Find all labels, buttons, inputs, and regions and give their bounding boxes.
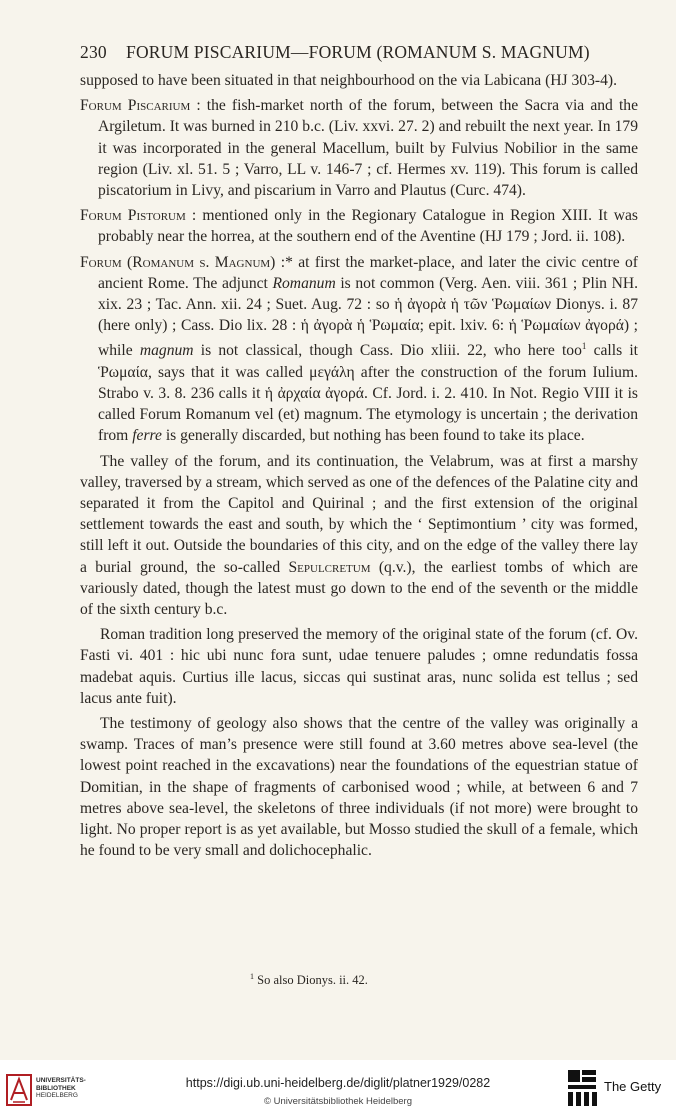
entry-text: is generally discarded, but nothing has been found to take its place. xyxy=(161,427,585,445)
footnote xyxy=(250,972,550,988)
paragraph-text: The valley of the forum, and its continuation, the Velabrum, was at first a marshy valley, traversed by a stream, which served as one of the defences of the Palatine city and separated it from the Capitol and Quirinal ; and the first extension of the original settlement towards the east and south, by which the ‘ Septimontium ’ city was formed, still left it out. Outside the boundaries of this city, and on the edge of the valley there lay a burial ground, the so-called xyxy=(80,452,638,576)
paragraph-geology: The testimony of geology also shows that the centre of the valley was originally a swamp. Traces of man’s presence were still found at 3.60 metres above sea-level (the lowest point reached in the excavations) near the foundations of the equestrian statue of Domitian, in the shape of fragments of carbonised wood ; while, at between 6 and 7 metres above sea-level, the skeletons of three individuals (if not more) were brought to light. No proper report is as yet available, but Mosso studied the skull of a female, which he found to be very small and dolichocephalic. xyxy=(80,715,638,860)
copyright-notice: © Universitätsbibliothek Heidelberg xyxy=(264,1096,412,1107)
entry-forum-romanum xyxy=(80,252,638,447)
italic-term: Romanum xyxy=(272,274,336,292)
page-number: 230 xyxy=(80,42,107,62)
library-line: BIBLIOTHEK xyxy=(36,1084,76,1092)
sponsor-name: The Getty xyxy=(604,1079,662,1094)
paragraph-valley xyxy=(80,451,638,621)
italic-term: ferre xyxy=(132,427,162,445)
cross-reference: Sepulcretum xyxy=(288,558,371,576)
digitization-footer xyxy=(0,1060,676,1119)
entry-heading: Forum Pistorum : xyxy=(80,207,197,225)
entry-text: calls it Ῥωμαία, says that it was called μεγάλη after the construction of the forum Iulium. Strabo v. 3. 8. 236 calls it ἡ ἀρχαία ἀγορά. Cf. Jord. i. 2. 410. In Not. Regio VIII it is called Forum Romanum vel (et) magnum. The etymology is uncertain ; the derivation from xyxy=(98,342,639,445)
entry-text: mentioned only in the Regionary Catalogue in Region XIII. It was probably near the horrea, at the southern end of the Aventine (HJ 179 ; Jord. ii. 108). xyxy=(98,207,638,246)
getty-logo-icon xyxy=(566,1068,600,1115)
library-line: UNIVERSITÄTS- xyxy=(36,1077,86,1084)
footnote-text: So also Dionys. ii. 42. xyxy=(254,973,368,988)
library-line: HEIDELBERG xyxy=(36,1092,78,1099)
entry-forum-pistorum xyxy=(80,205,638,247)
italic-term: magnum xyxy=(139,342,194,360)
entry-heading: Forum (Romanum s. Magnum) :* xyxy=(80,253,293,271)
source-url-link[interactable]: https://digi.ub.uni-heidelberg.de/diglit/platner1929/0282 xyxy=(185,1076,491,1090)
entry-text: at first the market-place, and later the civic centre of ancient Rome. The adjunct xyxy=(98,253,638,292)
body-text xyxy=(80,70,638,866)
paragraph-tradition: Roman tradition long preserved the memory of the original state of the forum (cf. Ov. Fasti vi. 401 : hic ubi nunc fora sunt, udae tenuere paludes ; omne redundatis fossa madebat aquis. Curtius ille lacus, siccas qui sustinat aras, nunc solida est tellus ; sed lacus ante fuit). xyxy=(80,626,638,707)
footnote-mark: 1 xyxy=(250,972,254,981)
footnote-ref: 1 xyxy=(581,341,587,352)
entry-text: the fish-market north of the forum, between the Sacra via and the Argiletum. It was burned in 210 b.c. (Liv. xxvi. 27. 2) and rebuilt the next year. In 179 it was incorporated in the general Macellum, built by Fulvius Nobilior in the same region (Liv. xl. 51. 5 ; Varro, LL v. 146-7 ; cf. Hermes xv. 119). This forum is called piscatorium in Livy, and piscarium in Varro and Plautus (Curc. 474). xyxy=(98,97,638,200)
entry-heading: Forum Piscarium : xyxy=(80,97,201,115)
running-title: FORUM PISCARIUM—FORUM (ROMANUM S. MAGNUM) xyxy=(126,42,590,62)
paragraph-text: (q.v.), the earliest tombs of which are variously dated, though the latest must go down to the end of the seventh or the middle of the sixth century b.c. xyxy=(80,558,638,619)
continued-paragraph: supposed to have been situated in that neighbourhood on the via Labicana (HJ 303-4). xyxy=(80,72,617,89)
entry-text: is not classical, though Cass. Dio xliii. 22, who here too xyxy=(193,342,582,360)
running-header xyxy=(80,42,600,63)
entry-text: is not common (Verg. Aen. viii. 361 ; Plin NH. xix. 23 ; Tac. Ann. xii. 24 ; Suet. Aug. 72 : so ἡ ἀγορὰ ἡ τῶν Ῥωμαίων Dionys. i. 87 (here only) ; Cass. Dio lix. 28 : ἡ ἀγορὰ ἡ Ῥωμαία; epit. lxiv. 6: ἡ Ῥωμαίων ἀγορά) ; while xyxy=(98,274,638,360)
entry-forum-piscarium xyxy=(80,95,638,201)
